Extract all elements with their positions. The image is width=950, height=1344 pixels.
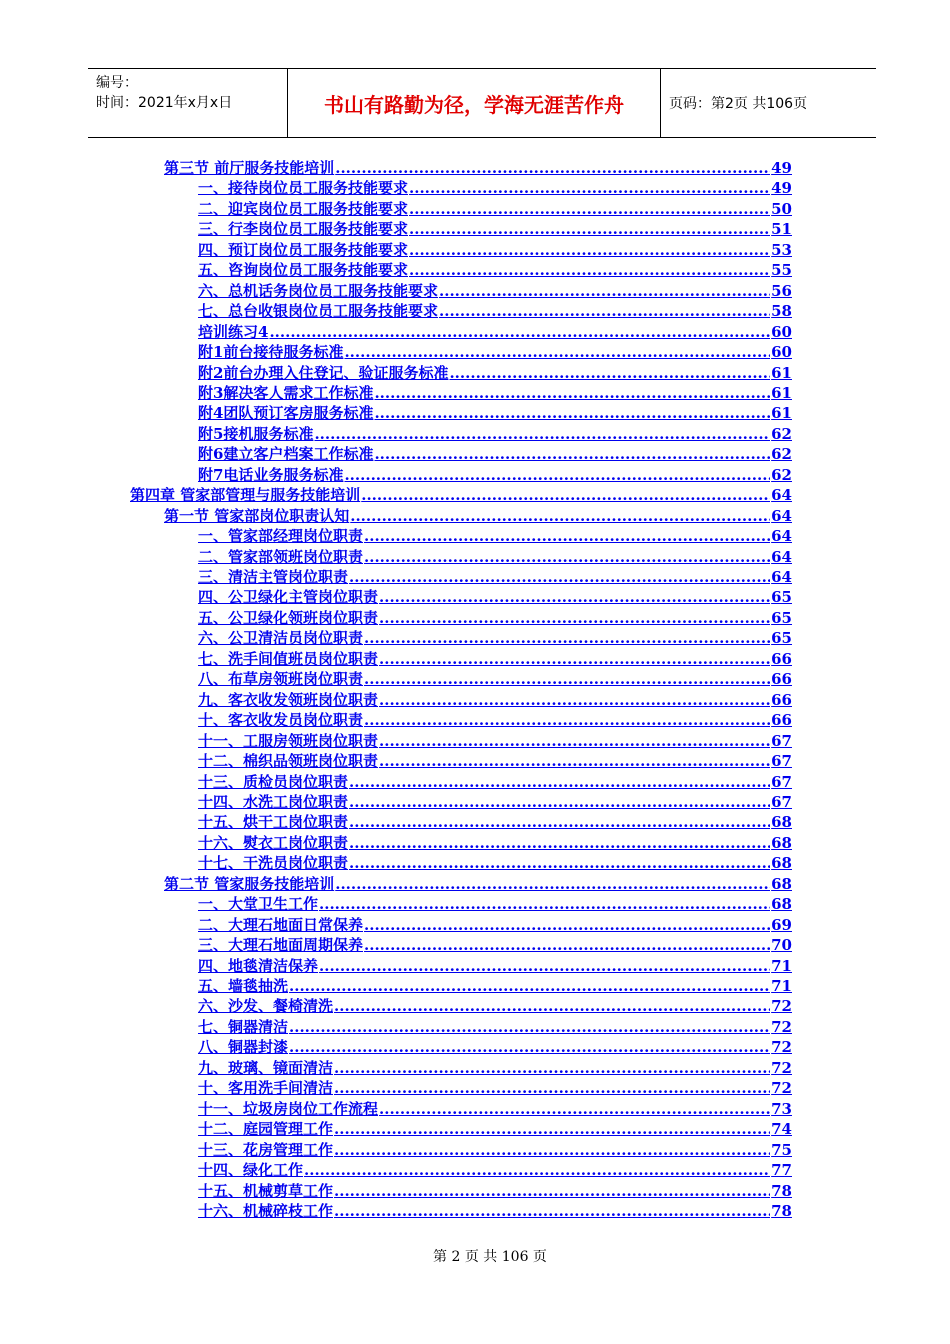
toc-entry-page: 64	[771, 547, 792, 566]
toc-entry-page: 61	[771, 383, 792, 402]
toc-entry-page: 71	[771, 977, 792, 995]
toc-dot-leader	[409, 240, 770, 260]
toc-dot-leader	[334, 1078, 770, 1098]
toc-dot-leader	[349, 812, 770, 832]
toc-dot-leader	[314, 424, 770, 444]
toc-dot-leader	[289, 976, 770, 996]
toc-entry-page: 65	[771, 588, 792, 607]
toc-entry-title: 三、大理石地面周期保养	[198, 936, 364, 955]
toc-dot-leader	[364, 710, 770, 730]
toc-entry-title: 十四、绿化工作	[198, 1161, 304, 1180]
toc-entry-link[interactable]	[198, 240, 792, 260]
toc-dot-leader	[269, 322, 770, 342]
header-motto: 书山有路勤为径，学海无涯苦作舟	[288, 69, 661, 137]
toc-entry-link[interactable]	[198, 465, 792, 485]
toc-entry-link[interactable]	[198, 1058, 792, 1078]
toc-dot-leader	[319, 894, 770, 914]
toc-entry-link[interactable]	[198, 219, 792, 239]
toc-entry-page: 61	[771, 363, 792, 382]
toc-entry-link[interactable]	[198, 608, 792, 628]
toc-entry-link[interactable]	[198, 526, 792, 546]
toc-entry-page: 78	[771, 1181, 792, 1200]
toc-entry-link[interactable]	[198, 915, 792, 935]
toc-entry-page: 68	[771, 833, 792, 852]
toc-entry-page: 67	[771, 772, 792, 791]
toc-dot-leader	[449, 363, 770, 383]
toc-entry-page: 49	[771, 159, 792, 177]
toc-entry-title: 六、总机话务岗位员工服务技能要求	[198, 281, 439, 300]
toc-entry-page: 72	[771, 1079, 792, 1098]
toc-entry-page: 67	[771, 731, 792, 750]
toc-entry-title: 十二、庭园管理工作	[198, 1120, 334, 1139]
toc-entry-title: 十五、机械剪草工作	[198, 1181, 334, 1200]
toc-entry-title: 培训练习4	[198, 322, 269, 341]
toc-entry-page: 64	[771, 486, 792, 505]
toc-entry-link[interactable]	[130, 485, 792, 505]
toc-entry-link[interactable]	[164, 506, 792, 526]
toc-dot-leader	[349, 853, 770, 873]
toc-entry-link[interactable]	[198, 1078, 792, 1098]
toc-entry-link[interactable]	[198, 812, 792, 832]
toc-dot-leader	[364, 628, 770, 648]
toc-dot-leader	[289, 1037, 770, 1057]
toc-dot-leader	[349, 792, 770, 812]
toc-entry-page: 58	[771, 302, 792, 321]
toc-entry-link[interactable]	[198, 547, 792, 567]
header-page-info: 页码：第2页 共106页	[669, 96, 808, 112]
toc-entry-page: 65	[771, 608, 792, 627]
toc-dot-leader	[374, 444, 770, 464]
toc-entry-title: 第四章 管家部管理与服务技能培训	[130, 486, 361, 505]
toc-entry-link[interactable]	[198, 567, 792, 587]
toc-entry-title: 第二节 管家服务技能培训	[164, 874, 335, 893]
toc-entry-title: 附5接机服务标准	[198, 424, 314, 443]
toc-entry-link[interactable]	[198, 342, 792, 362]
toc-entry-title: 三、清洁主管岗位职责	[198, 568, 349, 586]
toc-dot-leader	[409, 199, 770, 219]
toc-entry-page: 74	[771, 1120, 792, 1139]
toc-dot-leader	[379, 649, 770, 669]
toc-entry-page: 73	[771, 1099, 792, 1118]
toc-entry-title: 一、大堂卫生工作	[198, 895, 319, 914]
toc-entry-page: 69	[771, 915, 792, 934]
toc-entry-title: 五、咨询岗位员工服务技能要求	[198, 261, 409, 280]
toc-dot-leader	[334, 1201, 770, 1221]
toc-entry-page: 49	[771, 179, 792, 198]
toc-entry-link[interactable]	[198, 1037, 792, 1057]
toc-entry-title: 一、管家部经理岗位职责	[198, 527, 364, 546]
toc-entry-page: 68	[771, 854, 792, 873]
toc-entry-page: 64	[771, 568, 792, 586]
toc-entry-title: 十六、熨衣工岗位职责	[198, 833, 349, 852]
toc-entry-title: 十一、工服房领班岗位职责	[198, 731, 379, 750]
toc-dot-leader	[334, 1181, 770, 1201]
toc-entry-title: 九、客衣收发领班岗位职责	[198, 690, 379, 709]
toc-dot-leader	[349, 567, 770, 587]
toc-entry-title: 附4团队预订客房服务标准	[198, 404, 374, 423]
toc-entry-page: 67	[771, 792, 792, 811]
toc-entry-link[interactable]	[198, 403, 792, 423]
toc-entry-link[interactable]	[198, 383, 792, 403]
toc-dot-leader	[409, 260, 770, 280]
toc-entry-page: 64	[771, 506, 792, 525]
toc-entry-page: 62	[771, 424, 792, 443]
toc-dot-leader	[304, 1160, 770, 1180]
toc-entry-title: 四、地毯清洁保养	[198, 956, 319, 975]
toc-entry-title: 一、接待岗位员工服务技能要求	[198, 179, 409, 198]
toc-dot-leader	[349, 772, 770, 792]
toc-entry-link[interactable]	[198, 199, 792, 219]
toc-entry-title: 六、公卫清洁员岗位职责	[198, 629, 364, 648]
toc-entry-title: 四、预订岗位员工服务技能要求	[198, 240, 409, 259]
toc-entry-page: 56	[771, 281, 792, 300]
toc-dot-leader	[364, 915, 770, 935]
toc-entry-page: 55	[771, 261, 792, 280]
toc-entry-title: 十七、干洗员岗位职责	[198, 854, 349, 873]
toc-entry-page: 72	[771, 1038, 792, 1057]
toc-dot-leader	[409, 178, 770, 198]
toc-entry-title: 十、客衣收发员岗位职责	[198, 711, 364, 730]
toc-entry-link[interactable]	[164, 874, 792, 894]
toc-entry-title: 五、公卫绿化领班岗位职责	[198, 608, 379, 627]
toc-entry-title: 十、客用洗手间清洁	[198, 1079, 334, 1098]
toc-entry-page: 72	[771, 1058, 792, 1077]
toc-entry-title: 十六、机械碎枝工作	[198, 1201, 334, 1220]
toc-entry-link[interactable]	[198, 1140, 792, 1160]
toc-entry-title: 十四、水洗工岗位职责	[198, 792, 349, 811]
toc-entry-page: 61	[771, 404, 792, 423]
toc-entry-title: 四、公卫绿化主管岗位职责	[198, 588, 379, 607]
toc-entry-link[interactable]	[198, 935, 792, 955]
toc-dot-leader	[319, 956, 770, 976]
toc-dot-leader	[334, 996, 770, 1016]
toc-dot-leader	[335, 158, 770, 178]
toc-dot-leader	[379, 1099, 770, 1119]
toc-entry-page: 72	[771, 1017, 792, 1036]
toc-dot-leader	[349, 833, 770, 853]
toc-entry-page: 68	[771, 813, 792, 832]
toc-dot-leader	[334, 1058, 770, 1078]
toc-entry-page: 77	[771, 1161, 792, 1180]
toc-dot-leader	[364, 669, 770, 689]
toc-entry-link[interactable]	[198, 1160, 792, 1180]
toc-entry-title: 七、铜器清洁	[198, 1017, 289, 1036]
toc-dot-leader	[439, 281, 770, 301]
toc-entry-title: 三、行李岗位员工服务技能要求	[198, 220, 409, 239]
toc-entry-link[interactable]	[198, 996, 792, 1016]
toc-entry-page: 78	[771, 1201, 792, 1220]
toc-entry-link[interactable]	[198, 178, 792, 198]
toc-dot-leader	[379, 587, 770, 607]
toc-entry-title: 五、墙毯抽洗	[198, 977, 289, 995]
toc-entry-link[interactable]	[198, 322, 792, 342]
toc-entry-title: 十三、质检员岗位职责	[198, 772, 349, 791]
toc-entry-page: 62	[771, 465, 792, 484]
toc-entry-link[interactable]	[198, 710, 792, 730]
toc-entry-link[interactable]	[198, 956, 792, 976]
page-footer: 第 2 页 共 106 页	[433, 1249, 547, 1265]
toc-dot-leader	[374, 403, 770, 423]
toc-entry-link[interactable]	[198, 853, 792, 873]
toc-entry-title: 第一节 管家部岗位职责认知	[164, 506, 350, 525]
toc-entry-title: 十五、烘干工岗位职责	[198, 813, 349, 832]
toc-entry-link[interactable]	[198, 1017, 792, 1037]
toc-entry-title: 十三、花房管理工作	[198, 1140, 334, 1159]
toc-entry-link[interactable]	[198, 690, 792, 710]
toc-dot-leader	[379, 690, 770, 710]
toc-entry-title: 二、管家部领班岗位职责	[198, 547, 364, 566]
toc-entry-page: 68	[771, 895, 792, 914]
toc-dot-leader	[409, 219, 770, 239]
toc-entry-title: 第三节 前厅服务技能培训	[164, 159, 335, 177]
toc-dot-leader	[361, 485, 770, 505]
toc-dot-leader	[334, 1119, 770, 1139]
toc-entry-page: 60	[771, 322, 792, 341]
toc-entry-page: 64	[771, 527, 792, 546]
toc-entry-link[interactable]	[198, 772, 792, 792]
toc-entry-title: 八、铜器封漆	[198, 1038, 289, 1057]
toc-dot-leader	[350, 506, 770, 526]
toc-entry-link[interactable]	[198, 751, 792, 771]
toc-entry-page: 60	[771, 343, 792, 362]
toc-dot-leader	[364, 935, 770, 955]
toc-entry-title: 附6建立客户档案工作标准	[198, 445, 374, 464]
toc-dot-leader	[364, 526, 770, 546]
toc-entry-page: 65	[771, 629, 792, 648]
toc-entry-page: 75	[771, 1140, 792, 1159]
toc-dot-leader	[364, 547, 770, 567]
toc-dot-leader	[374, 383, 770, 403]
toc-dot-leader	[289, 1017, 770, 1037]
toc-entry-link[interactable]	[198, 628, 792, 648]
document-time-label: 时间：2021年x月x日	[96, 95, 233, 111]
toc-entry-page: 50	[771, 199, 792, 218]
toc-entry-link[interactable]	[198, 444, 792, 464]
toc-entry-link[interactable]	[198, 894, 792, 914]
toc-entry-link[interactable]	[198, 976, 792, 996]
toc-entry-link[interactable]	[198, 1181, 792, 1201]
toc-entry-title: 十一、垃圾房岗位工作流程	[198, 1099, 379, 1118]
toc-entry-link[interactable]	[198, 587, 792, 607]
toc-entry-link[interactable]	[198, 260, 792, 280]
toc-entry-link[interactable]	[198, 1119, 792, 1139]
toc-entry-link[interactable]	[198, 301, 792, 321]
toc-entry-title: 七、总台收银岗位员工服务技能要求	[198, 302, 439, 321]
toc-dot-leader	[379, 731, 770, 751]
toc-entry-page: 70	[771, 936, 792, 955]
toc-entry-link[interactable]	[198, 731, 792, 751]
toc-entry-page: 68	[771, 874, 792, 893]
toc-entry-link[interactable]	[198, 1099, 792, 1119]
toc-entry-title: 附2前台办理入住登记、验证服务标准	[198, 363, 449, 382]
toc-entry-page: 66	[771, 649, 792, 668]
toc-dot-leader	[344, 342, 770, 362]
toc-entry-title: 八、布草房领班岗位职责	[198, 670, 364, 689]
toc-entry-title: 附1前台接待服务标准	[198, 343, 344, 362]
toc-entry-link[interactable]	[198, 669, 792, 689]
toc-entry-link[interactable]	[198, 833, 792, 853]
toc-entry-title: 六、沙发、餐椅清洗	[198, 997, 334, 1016]
toc-entry-page: 51	[771, 220, 792, 239]
toc-entry-link[interactable]	[164, 158, 792, 178]
toc-entry-link[interactable]	[198, 424, 792, 444]
toc-entry-page: 66	[771, 670, 792, 689]
toc-dot-leader	[335, 874, 770, 894]
toc-entry-title: 二、迎宾岗位员工服务技能要求	[198, 199, 409, 218]
toc-entry-page: 67	[771, 752, 792, 771]
toc-entry-title: 二、大理石地面日常保养	[198, 915, 364, 934]
toc-entry-title: 附3解决客人需求工作标准	[198, 383, 374, 402]
toc-dot-leader	[344, 465, 770, 485]
toc-entry-page: 66	[771, 711, 792, 730]
toc-dot-leader	[379, 608, 770, 628]
toc-entry-link[interactable]	[198, 363, 792, 383]
toc-entry-title: 附7电话业务服务标准	[198, 465, 344, 484]
toc-entry-title: 七、洗手间值班员岗位职责	[198, 649, 379, 668]
toc-entry-link[interactable]	[198, 792, 792, 812]
document-number-label: 编号：	[96, 75, 138, 91]
toc-entry-title: 九、玻璃、镜面清洁	[198, 1058, 334, 1077]
toc-entry-page: 71	[771, 956, 792, 975]
toc-entry-link[interactable]	[198, 1201, 792, 1221]
toc-entry-page: 72	[771, 997, 792, 1016]
page-header	[88, 68, 876, 138]
toc-entry-link[interactable]	[198, 649, 792, 669]
toc-entry-title: 十二、棉织品领班岗位职责	[198, 752, 379, 771]
toc-entry-page: 66	[771, 690, 792, 709]
toc-dot-leader	[334, 1140, 770, 1160]
toc-entry-page: 62	[771, 445, 792, 464]
toc-entry-page: 53	[771, 240, 792, 259]
toc-dot-leader	[379, 751, 770, 771]
header-meta	[88, 69, 288, 137]
toc-entry-link[interactable]	[198, 281, 792, 301]
toc-dot-leader	[439, 301, 770, 321]
